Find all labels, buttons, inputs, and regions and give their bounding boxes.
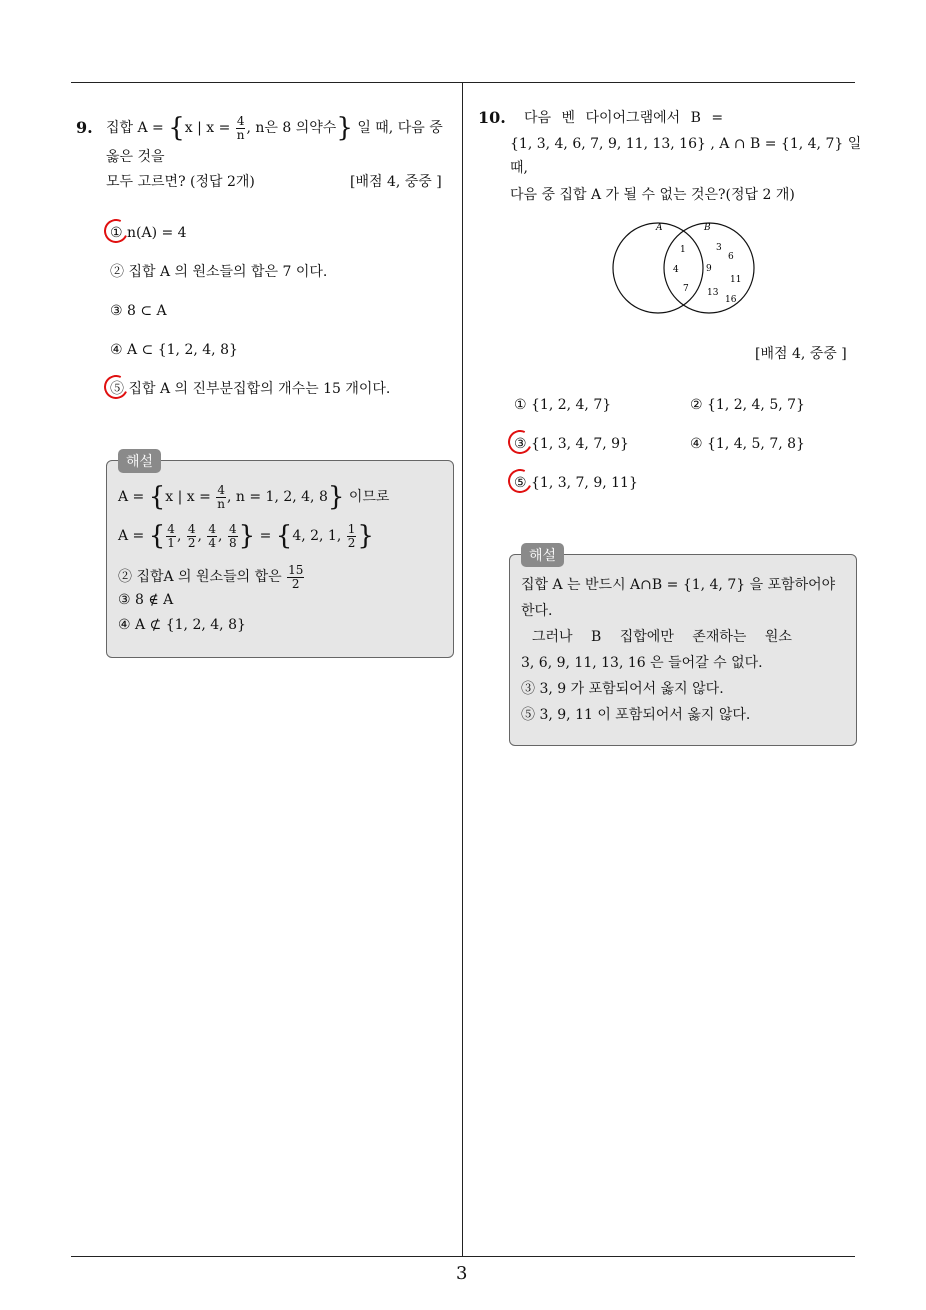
question-line1: 다음 벤 다이어그램에서 B = [524,110,724,126]
text: A = [118,528,145,544]
element-4: 4 [673,265,679,275]
column-divider [462,82,463,1257]
question-number: 10. [478,108,506,127]
option-2[interactable]: ② {1, 2, 4, 5, 7} [690,397,805,413]
option-4[interactable]: ④ A ⊂ {1, 2, 4, 8} [110,342,238,358]
option-2[interactable]: ② 집합 A 의 원소들의 합은 7 이다. [110,264,328,280]
element-9: 9 [706,264,712,274]
option-1[interactable]: ① n(A) = 4 [110,225,187,241]
text: A = [118,489,145,505]
explanation-line5: ③ 3, 9 가 포함되어서 옳지 않다. [521,681,724,697]
text: ② 집합A 의 원소들의 합은 [118,569,282,585]
fraction [236,115,246,142]
question-number: 9. [76,118,93,137]
explanation-line3: 그러나 B 집합에만 존재하는 원소 [532,629,792,645]
set-a-circle [613,223,703,313]
element-1: 1 [680,245,686,255]
element-11: 11 [730,275,742,285]
fraction [347,523,357,550]
question-stem [106,113,443,143]
numerator: 4 [228,521,237,536]
denominator: 2 [291,576,300,591]
numerator: 15 [288,562,304,577]
top-rule [71,82,855,83]
stem-c: , n은 8 의약수 [246,120,337,136]
stem-a: 집합 A = [106,120,164,136]
explanation-line1: 집합 A 는 반드시 A∩B = {1, 4, 7} 을 포함하어야 [521,577,836,593]
explanation-line4: 3, 6, 9, 11, 13, 16 은 들어갈 수 없다. [521,655,763,671]
denominator: 2 [187,535,196,550]
numerator: 1 [347,521,356,536]
denominator: 4 [208,535,217,550]
explanation-line6: ⑤ 3, 9, 11 이 포함되어서 옳지 않다. [521,707,751,723]
stem-d: 일 때, 다음 중 [357,120,443,136]
label-a: A [656,223,663,233]
numerator: 4 [217,482,225,497]
denominator: 1 [167,535,175,550]
option-5[interactable]: ⑤ {1, 3, 7, 9, 11} [514,475,638,491]
denominator: n [236,127,245,142]
question-line2: {1, 3, 4, 6, 7, 9, 11, 13, 16} , A ∩ B = {1, 4, 7} 일 [510,136,862,152]
brace-open: { [148,482,166,512]
option-3[interactable]: ③ {1, 3, 4, 7, 9} [514,436,629,452]
element-16: 16 [725,295,737,305]
numerator: 4 [187,521,196,536]
bottom-rule [71,1256,855,1257]
brace-open: { [148,521,166,551]
element-6: 6 [728,252,734,262]
fraction [228,523,238,550]
question-line3: 모두 고르면? (정답 2개) [106,174,255,190]
explanation-line5: ④ A ⊄ {1, 2, 4, 8} [118,617,246,633]
element-13: 13 [707,288,719,298]
explanation-line3 [118,562,305,592]
option-1[interactable]: ① {1, 2, 4, 7} [514,397,612,413]
page-number: 3 [456,1263,468,1284]
explanation-line4: ③ 8 ∉ A [118,592,174,608]
brace-close: } [336,113,353,143]
explanation-line2: A = { $\frac{4}{1}$ , $\frac{4}{2}$ , $\frac{4}{4}$ , $\frac{4}{8}$ } = {4, 2, 1, $\frac{1}{2}$ } [118,521,374,551]
numerator: 4 [236,113,245,128]
brace-close: } [357,521,374,551]
explanation-line1 [118,482,389,512]
label-b: B [704,223,711,233]
fraction [166,523,176,550]
numerator: 4 [208,521,217,536]
brace-close: } [238,521,256,551]
stem-b: x | x = [184,120,231,136]
brace-open: { [275,521,293,551]
fraction [187,523,197,550]
text: x | x = [165,489,211,505]
score-label: [배점 4, 중중 ] [350,174,442,190]
brace-open: { [168,113,185,143]
explanation-tag: 해설 [521,543,564,567]
denominator: 2 [347,535,356,550]
score-label: [배점 4, 중중 ] [755,346,847,362]
denominator: 8 [228,535,237,550]
option-4[interactable]: ④ {1, 4, 5, 7, 8} [690,436,805,452]
question-line3: 때, [510,160,528,176]
venn-diagram [606,218,766,322]
element-3: 3 [716,243,722,253]
option-5[interactable]: ⑤ 집합 A 의 진부분집합의 개수는 15 개이다. [110,381,391,397]
brace-close: } [327,482,345,512]
fraction [216,484,226,511]
fraction [287,564,304,591]
text: 이므로 [348,489,390,505]
numerator: 4 [167,521,175,536]
question-line4: 다음 중 집합 A 가 될 수 없는 것은?(정답 2 개) [510,187,795,203]
question-line2: 옳은 것을 [106,149,165,165]
element-7: 7 [683,284,689,294]
text: = [259,528,272,544]
text: 4, 2, 1, [292,528,342,544]
denominator: n [217,496,226,511]
option-3[interactable]: ③ 8 ⊂ A [110,303,167,319]
text: , n = 1, 2, 4, 8 [226,489,328,505]
explanation-tag: 해설 [118,449,161,473]
explanation-line2: 한다. [521,603,553,619]
fraction [207,523,217,550]
